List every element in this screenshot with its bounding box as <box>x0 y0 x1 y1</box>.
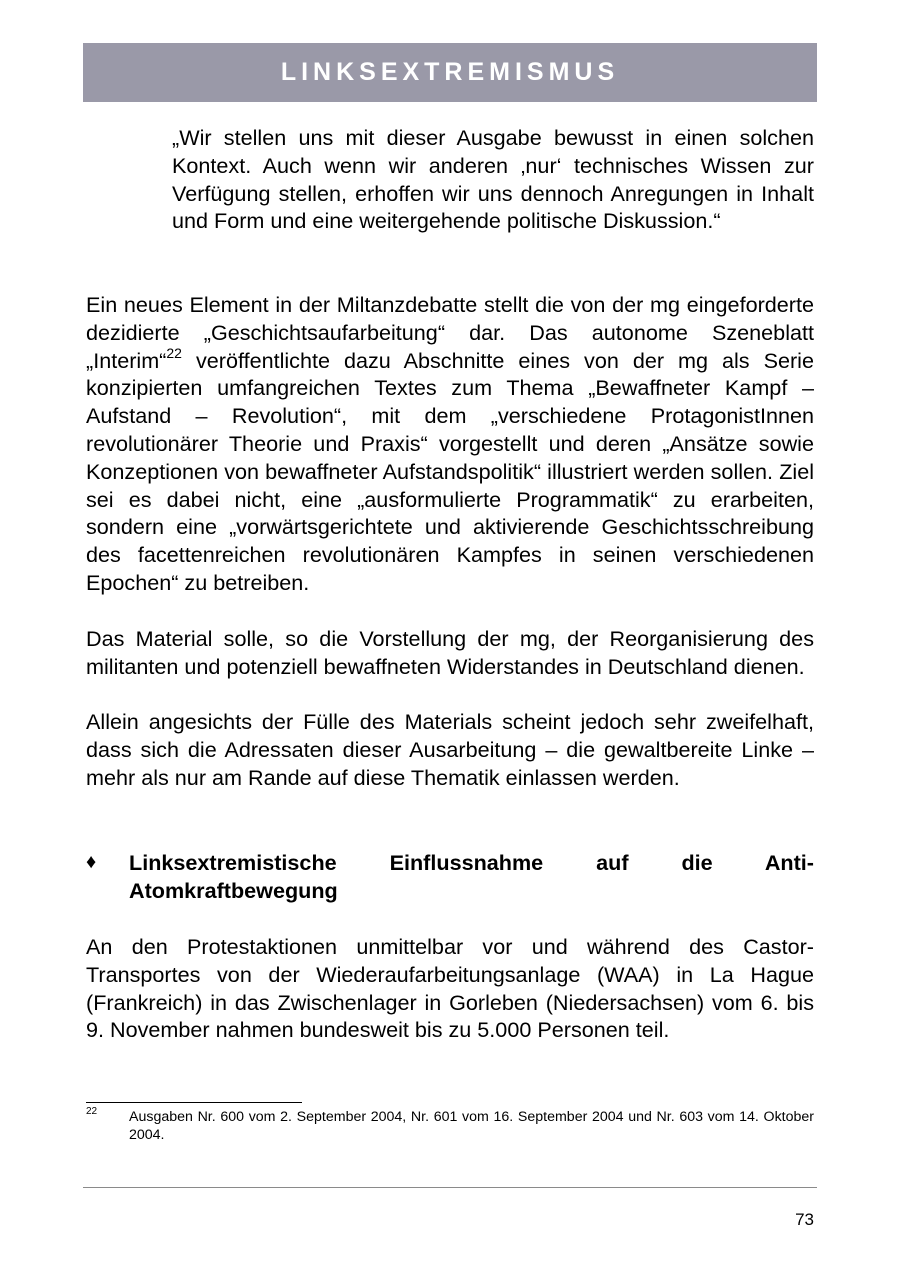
page-header-title: LINKSEXTREMISMUS <box>280 58 620 86</box>
footnote-text: Ausgaben Nr. 600 vom 2. September 2004, Nr. 601 vom 16. September 2004 und Nr. 603 vom 14. Oktober 2004. <box>129 1109 814 1143</box>
paragraph-material: Das Material solle, so die Vorstellung der mg, der Reorganisierung des militanten und potenziell bewaffneten Widerstandes in Deutschland dienen. <box>86 626 814 679</box>
page-number: 73 <box>795 1210 814 1229</box>
paragraph-text-end: veröffentlichte dazu Abschnitte eines von der mg als Serie konzipierten umfangreichen Textes zum Thema „Bewaffneter Kampf – Aufstand – Revolution“, mit dem „verschiedene ProtagonistInnen revolutionärer Theorie und Praxis“ vorgestellt und deren „Ansätze sowie Konzeptionen von bewaffneter Aufstandspolitik“ illustriert werden sollen. Ziel sei es dabei nicht, eine „ausformulierte Programmatik“ zu erarbeiten, sondern eine „vorwärtsgerichtete und aktivierende Geschichtsschreibung des facettenreichen revolutionären Kampfes in seinen verschiedenen Epochen“ zu betreiben. <box>86 347 814 595</box>
footer-divider <box>83 1187 817 1188</box>
footnote-number: 22 <box>86 1106 98 1117</box>
paragraph-castor: An den Protestaktionen unmittelbar vor und während des Castor-Transportes von der Wiederaufarbeitungsanlage (WAA) in La Hague (Frankreich) in das Zwischenlager in Gorleben (Niedersachsen) vom 6. bis 9. November nahmen bundesweit bis zu 5.000 Personen teil. <box>86 934 814 1043</box>
footnote-divider <box>86 1102 302 1103</box>
footnote-reference: 22 <box>166 345 182 362</box>
paragraph-zweifelhaft: Allein angesichts der Fülle des Materials scheint jedoch sehr zweifelhaft, dass sich die Adressaten dieser Ausarbeitung – die gewaltbereite Linke – mehr als nur am Rande auf diese Thematik einlassen werden. <box>86 709 814 790</box>
paragraph-geschichtsaufarbeitung <box>86 291 814 597</box>
diamond-bullet-icon: ♦ <box>86 851 97 873</box>
section-heading-text: Linksextremistische Einflussnahme auf die Anti-Atomkraftbewegung <box>129 850 814 903</box>
header-bar <box>83 43 817 102</box>
paragraph-text-start: Ein neues Element in der Miltanzdebatte stellt die von der mg eingeforderte dezidierte „Geschichtsaufarbeitung“ dar. Das autonome Szeneblatt „Interim“ <box>86 292 814 373</box>
block-quote: „Wir stellen uns mit dieser Ausgabe bewusst in einen solchen Kontext. Auch wenn wir anderen ‚nur‘ technisches Wissen zur Verfügung stellen, erhoffen wir uns dennoch Anregungen in Inhalt und Form und eine weitergehende politische Diskussion.“ <box>172 125 814 234</box>
